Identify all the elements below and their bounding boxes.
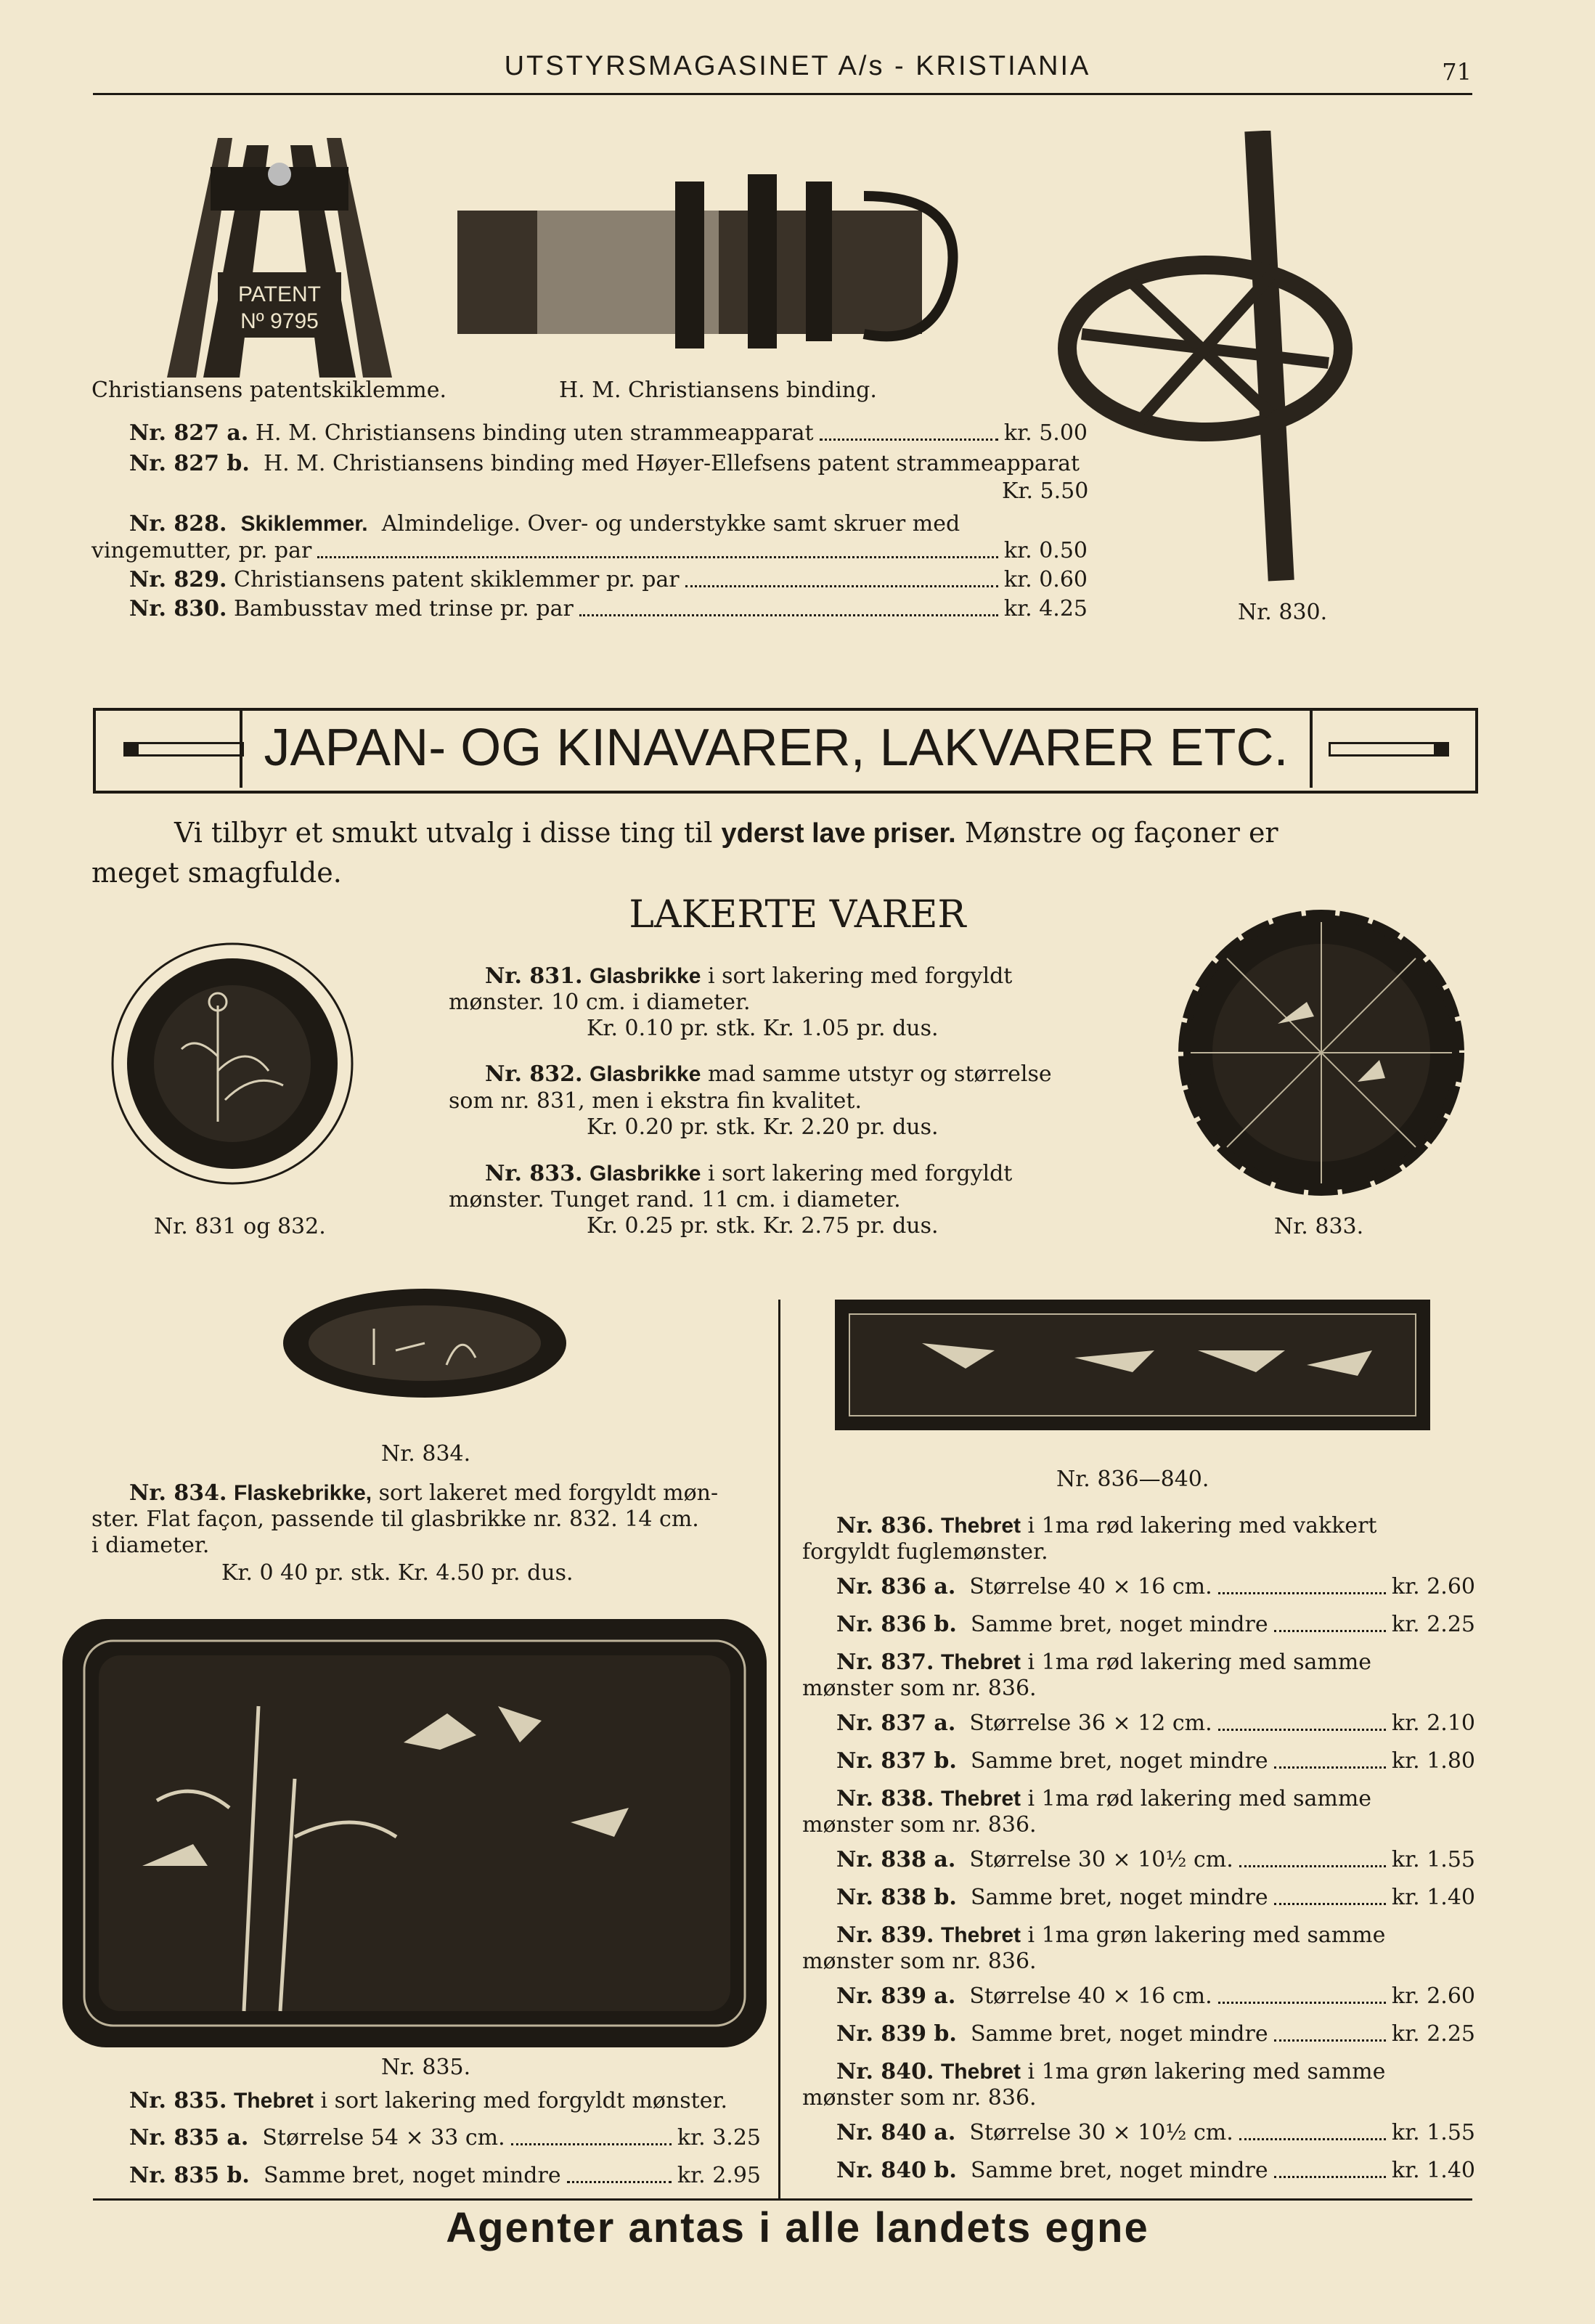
item-828: [129, 512, 960, 537]
page-number: 71: [1442, 58, 1472, 86]
item-bold: Glasbrikke: [589, 1062, 701, 1086]
glasbrikke-833-illustration: [1169, 908, 1474, 1198]
item-price: kr. 2.60: [1391, 1983, 1475, 2009]
item-price: kr. 1.40: [1391, 2158, 1475, 2183]
price-row: [836, 1885, 1475, 1911]
caption-831-832: Nr. 831 og 832.: [154, 1214, 326, 1239]
intro-line-2: meget smagfulde.: [91, 857, 342, 889]
price-row: [836, 1711, 1475, 1737]
item-number: Nr. 836 b.: [836, 1612, 957, 1637]
item-830: [129, 597, 1088, 622]
price-row: [836, 1749, 1475, 1774]
item-text: Samme bret, noget mindre: [970, 1748, 1268, 1774]
skiklemme-illustration: [160, 116, 399, 378]
caption-835: Nr. 835.: [381, 2055, 471, 2080]
item-text: Størrelse 40 × 16 cm.: [969, 1983, 1212, 2009]
price-row: [836, 1575, 1475, 1600]
item-bold: Thebret: [233, 2089, 314, 2113]
price-row: [836, 1612, 1475, 1638]
caption-binding: H. M. Christiansens binding.: [559, 378, 877, 403]
item-number: Nr. 837 a.: [836, 1711, 956, 1736]
intro-text-bold: yderst lave priser.: [721, 818, 956, 849]
price-row: [836, 2158, 1475, 2184]
price-row: [836, 1848, 1475, 1873]
item-835a: [129, 2126, 761, 2151]
item-number: Nr. 832.: [485, 1061, 583, 1087]
item-bold: Thebret: [940, 2060, 1021, 2084]
item-number: Nr. 828.: [129, 511, 227, 537]
item-text: Almindelige. Over- og understykke samt skruer med: [381, 511, 960, 537]
item-831-line2: mønster. 10 cm. i diameter.: [449, 990, 751, 1015]
item-number: Nr. 831.: [485, 963, 583, 989]
item-number: Nr. 839.: [836, 1923, 934, 1948]
item-828-line2: [91, 539, 1088, 564]
item-833: [485, 1162, 1012, 1187]
item-834-line3: i diameter.: [91, 1533, 210, 1558]
item-bold: Thebret: [940, 1787, 1021, 1811]
item-text: Samme bret, noget mindre: [263, 2163, 561, 2188]
item-text: sort lakeret med forgyldt møn-: [372, 1480, 719, 1506]
item-number: Nr. 840 a.: [836, 2120, 956, 2145]
item-827b: [129, 452, 1080, 477]
footer-text: Agenter antas i alle landets egne: [446, 2204, 1149, 2251]
item-bold: Flaskebrikke,: [233, 1481, 372, 1505]
item-number: Nr. 829.: [129, 567, 227, 592]
item-price: Kr. 5.50: [1002, 478, 1089, 504]
price-row: [836, 2022, 1475, 2047]
item-price: kr. 5.00: [1003, 420, 1088, 446]
item-text: i 1ma rød lakering med samme: [1021, 1650, 1372, 1675]
footer-rule: [93, 2198, 1472, 2201]
item-829: [129, 568, 1088, 593]
item-price: kr. 1.40: [1391, 1885, 1475, 1910]
item-text: Bambusstav med trinse pr. par: [233, 596, 574, 621]
patent-text-1: PATENT: [238, 282, 321, 306]
intro-line-1: [174, 817, 1278, 849]
item-text: i 1ma grøn lakering med samme: [1021, 1923, 1386, 1948]
thebret-836-illustration: [835, 1300, 1430, 1430]
item-833-line2: mønster. Tunget rand. 11 cm. i diameter.: [449, 1187, 901, 1212]
item-text: i 1ma grøn lakering med samme: [1021, 2059, 1386, 2084]
item-831-price: Kr. 0.10 pr. stk. Kr. 1.05 pr. dus.: [587, 1016, 939, 1041]
item-831: [485, 964, 1012, 990]
item-line2: mønster som nr. 836.: [802, 1949, 1037, 1974]
item-number: Nr. 837 b.: [836, 1748, 957, 1774]
item-bold: Glasbrikke: [589, 1162, 701, 1186]
item-number: Nr. 835.: [129, 2088, 227, 2113]
item-price: kr. 2.95: [677, 2163, 761, 2188]
item-number: Nr. 838 b.: [836, 1885, 957, 1910]
item-bold: Glasbrikke: [589, 964, 701, 988]
page-header-title: UTSTYRSMAGASINET A/s - KRISTIANIA: [504, 51, 1091, 81]
item-price: kr. 2.25: [1391, 2021, 1475, 2047]
item-text: i 1ma rød lakering med vakkert: [1021, 1513, 1377, 1538]
caption-bambusstav: Nr. 830.: [1238, 600, 1328, 625]
item-line2: mønster som nr. 836.: [802, 2085, 1037, 2111]
price-row: [836, 2121, 1475, 2146]
item-line2: forgyldt fuglemønster.: [802, 1539, 1048, 1565]
intro-text-c: Mønstre og façoner er: [955, 817, 1278, 849]
item-price: kr. 0.60: [1003, 567, 1088, 592]
glasbrikke-illustration: [109, 926, 356, 1209]
item-text: Størrelse 30 × 10½ cm.: [969, 1847, 1233, 1872]
item-835b: [129, 2164, 761, 2189]
item-heading: [836, 1514, 1376, 1539]
item-833-price: Kr. 0.25 pr. stk. Kr. 2.75 pr. dus.: [587, 1213, 939, 1239]
caption-834: Nr. 834.: [381, 1441, 471, 1467]
item-text: i sort lakering med forgyldt mønster.: [314, 2088, 728, 2113]
item-number: Nr. 840.: [836, 2059, 934, 2084]
bambusstav-illustration: [1053, 131, 1358, 595]
item-heading: [836, 1787, 1371, 1812]
column-divider: [778, 1300, 780, 2200]
flaskebrikke-illustration: [280, 1285, 570, 1401]
banner-ornament-right: [1329, 742, 1449, 757]
caption-836-840: Nr. 836—840.: [1056, 1467, 1209, 1492]
item-heading: [836, 1650, 1371, 1676]
item-835: [129, 2089, 727, 2114]
item-line2: mønster som nr. 836.: [802, 1812, 1037, 1838]
item-line2: mønster som nr. 836.: [802, 1676, 1037, 1701]
header-rule: [93, 93, 1472, 95]
item-heading: [836, 2060, 1385, 2085]
item-number: Nr. 838 a.: [836, 1847, 956, 1872]
item-price: kr. 2.60: [1391, 1574, 1475, 1599]
item-price: kr. 1.55: [1391, 1847, 1475, 1872]
item-text: Størrelse 54 × 33 cm.: [262, 2125, 505, 2150]
item-price: kr. 4.25: [1003, 596, 1088, 621]
item-bold: Thebret: [940, 1923, 1021, 1947]
item-832: [485, 1062, 1052, 1088]
item-834-line2: ster. Flat façon, passende til glasbrikke nr. 832. 14 cm.: [91, 1506, 699, 1532]
item-text: Samme bret, noget mindre: [970, 1885, 1268, 1910]
item-number: Nr. 830.: [129, 596, 227, 621]
item-price: kr. 2.10: [1391, 1711, 1475, 1736]
section-title: LAKERTE VARER: [629, 893, 966, 937]
item-number: Nr. 827 a.: [129, 420, 249, 446]
caption-skiklemme: Christiansens patentskiklemme.: [91, 378, 447, 403]
item-text: Samme bret, noget mindre: [970, 2158, 1268, 2183]
item-heading: [836, 1923, 1385, 1949]
item-text: Samme bret, noget mindre: [970, 1612, 1268, 1637]
item-number: Nr. 836 a.: [836, 1574, 956, 1599]
binding-illustration: [457, 167, 966, 363]
section-banner-title: JAPAN- OG KINAVARER, LAKVARER ETC.: [240, 708, 1313, 788]
item-834-price: Kr. 0 40 pr. stk. Kr. 4.50 pr. dus.: [221, 1560, 574, 1586]
patent-text-2: Nº 9795: [240, 309, 319, 333]
caption-833: Nr. 833.: [1274, 1214, 1364, 1239]
item-number: Nr. 839 a.: [836, 1983, 956, 2009]
item-text: i sort lakering med forgyldt: [701, 1161, 1013, 1186]
item-number: Nr. 837.: [836, 1650, 934, 1675]
item-price: kr. 1.80: [1391, 1748, 1475, 1774]
item-price: kr. 3.25: [677, 2125, 761, 2150]
item-827a: [129, 421, 1088, 447]
item-text: i 1ma rød lakering med samme: [1021, 1786, 1372, 1811]
item-832-line2: som nr. 831, men i ekstra fin kvalitet.: [449, 1088, 862, 1114]
banner-ornament-left: [123, 742, 244, 757]
thebret-835-illustration: [62, 1619, 767, 2047]
item-text: vingemutter, pr. par: [91, 538, 312, 563]
item-number: Nr. 835 b.: [129, 2163, 250, 2188]
item-number: Nr. 833.: [485, 1161, 583, 1186]
item-text: Christiansens patent skiklemmer pr. par: [233, 567, 680, 592]
item-bold: Thebret: [940, 1650, 1021, 1674]
item-bold: Skiklemmer.: [240, 512, 368, 536]
item-number: Nr. 836.: [836, 1513, 934, 1538]
item-number: Nr. 835 a.: [129, 2125, 249, 2150]
item-number: Nr. 839 b.: [836, 2021, 957, 2047]
item-text: H. M. Christiansens binding uten strammeapparat: [255, 420, 814, 446]
item-number: Nr. 827 b.: [129, 451, 250, 476]
item-number: Nr. 840 b.: [836, 2158, 957, 2183]
item-number: Nr. 838.: [836, 1786, 934, 1811]
item-text: H. M. Christiansens binding med Høyer-Ellefsens patent strammeapparat: [263, 451, 1080, 476]
item-bold: Thebret: [940, 1514, 1021, 1538]
item-text: Størrelse 36 × 12 cm.: [969, 1711, 1212, 1736]
item-text: mad samme utstyr og størrelse: [701, 1061, 1052, 1087]
item-text: i sort lakering med forgyldt: [701, 963, 1013, 989]
item-price: kr. 1.55: [1391, 2120, 1475, 2145]
item-price: kr. 2.25: [1391, 1612, 1475, 1637]
item-number: Nr. 834.: [129, 1480, 227, 1506]
intro-text-a: Vi tilbyr et smukt utvalg i disse ting til: [174, 817, 722, 849]
item-834: [129, 1481, 718, 1506]
item-text: Størrelse 30 × 10½ cm.: [969, 2120, 1233, 2145]
price-row: [836, 1984, 1475, 2010]
item-text: Samme bret, noget mindre: [970, 2021, 1268, 2047]
item-text: Størrelse 40 × 16 cm.: [969, 1574, 1212, 1599]
item-price: kr. 0.50: [1003, 538, 1088, 563]
item-832-price: Kr. 0.20 pr. stk. Kr. 2.20 pr. dus.: [587, 1114, 939, 1140]
